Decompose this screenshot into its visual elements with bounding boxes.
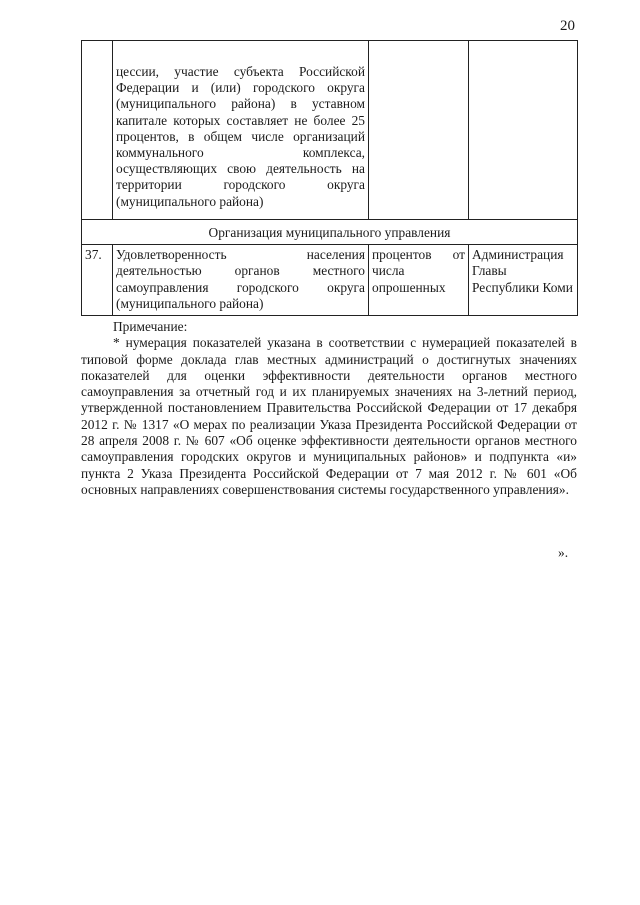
responsible-cell: Администрация Главы Республики Коми [469, 245, 578, 316]
responsible-cell [469, 41, 578, 220]
section-title: Организация муниципального управления [82, 220, 578, 245]
row-number: 37. [82, 245, 113, 316]
unit-cell: процентов от числа опрошенных [369, 245, 469, 316]
indicator-text: цессии, участие субъекта Российской Федерации и (или) городского округа (муниципального района) в уставном капитале которых составляет не более 25 процентов, в общем числе организаций коммунального комплекса, осуществляющих свою деятельность на территории городского округа (муниципального района) [113, 41, 369, 220]
row-number [82, 41, 113, 220]
note-heading: Примечание: [113, 319, 188, 334]
indicators-table [81, 40, 578, 316]
table-row [82, 41, 578, 220]
note-block [81, 319, 577, 498]
page-number: 20 [560, 18, 575, 34]
note-body: * нумерация показателей указана в соответствии с нумерацией показателей в типовой форме доклада глав местных администраций о достигнутых значениях показателей для оценки эффективности деятельности органов местного самоуправления за отчетный год и их планируемых значениях на 3-летний период, утвержденной постановлением Правительства Российской Федерации от 17 декабря 2012 г. № 1317 «О мерах по реализации Указа Президента Российской Федерации от 28 апреля 2008 г. № 607 «Об оценке эффективности деятельности органов местного самоуправления городских округов и муниципальных районов» и подпункта «и» пункта 2 Указа Президента Российской Федерации от 7 мая 2012 г. № 601 «Об основных направлениях совершенствования системы государственного управления». [81, 335, 577, 497]
closing-quote: ». [558, 545, 569, 560]
table-row [82, 245, 578, 316]
unit-cell [369, 41, 469, 220]
indicator-text: Удовлетворенность населения деятельностью органов местного самоуправления городского округа (муниципального района) [113, 245, 369, 316]
section-row [82, 220, 578, 245]
